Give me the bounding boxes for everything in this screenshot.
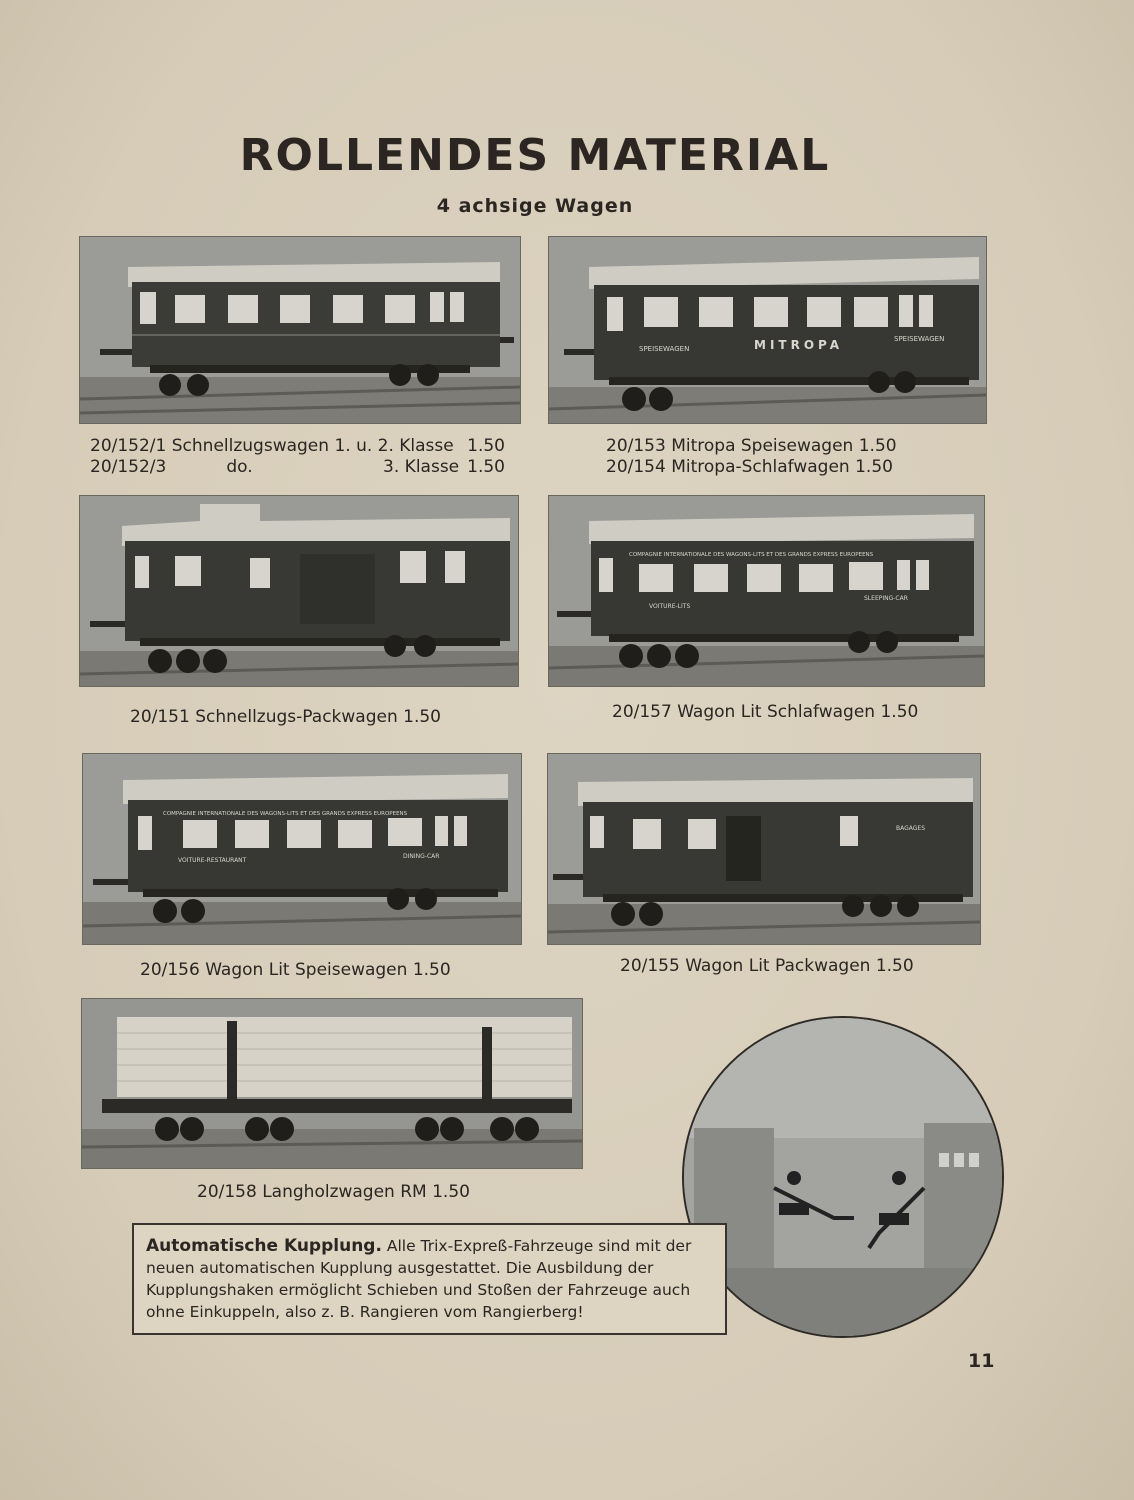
caption-packwagen: 20/151 Schnellzugs-Packwagen 1.50 (130, 707, 441, 727)
bagages-label: BAGAGES (896, 825, 926, 832)
caption-a-price2: 1.50 (467, 457, 505, 477)
dining-car-label: DINING-CAR (403, 853, 440, 860)
wagon-lit-banner-schlaf: COMPAGNIE INTERNATIONALE DES WAGONS-LITS ET DES GRANDS EXPRESS EUROPEENS (629, 552, 874, 558)
mitropa-center-label: MITROPA (754, 338, 844, 352)
caption-wagon-lit-packwagen: 20/155 Wagon Lit Packwagen 1.50 (620, 956, 914, 976)
voiture-lits-label: VOITURE-LITS (649, 603, 691, 610)
sleeping-car-label: SLEEPING-CAR (864, 595, 908, 602)
mitropa-right-label: SPEISEWAGEN (894, 335, 945, 343)
info-heading: Automatische Kupplung. (146, 1236, 382, 1256)
info-body: Alle Trix-Expreß-Fahrzeuge sind mit der neuen automatischen Kupplung ausgestattet. Die Ausbildung der Kupplungshaken ermöglicht Schieben und Stoßen der Fahrzeuge auch ohne Einkuppeln, also z. B. Rangieren vom Rangierberg! (146, 1237, 692, 1321)
photo-wagon-lit-packwagen (548, 754, 980, 944)
caption-schnellzugswagen (90, 436, 505, 478)
caption-a-line2-class: 3. Klasse (383, 457, 460, 477)
caption-a-line1: 20/152/1 Schnellzugswagen 1. u. 2. Klasse (90, 436, 454, 456)
page-title: ROLLENDES MATERIAL (239, 130, 831, 181)
caption-a-line2-number: 20/152/3 (90, 457, 167, 477)
voiture-restaurant-label: VOITURE-RESTAURANT (178, 857, 247, 864)
photo-wagon-lit-speisewagen (83, 754, 521, 944)
page-number: 11 (968, 1350, 995, 1372)
caption-b-line2: 20/154 Mitropa-Schlafwagen 1.50 (606, 457, 893, 477)
caption-mitropa (606, 436, 897, 478)
caption-wagon-lit-speisewagen: 20/156 Wagon Lit Speisewagen 1.50 (140, 960, 451, 980)
caption-a-price1: 1.50 (467, 436, 505, 456)
caption-a-line2-do: do. (226, 457, 253, 477)
photo-coupling-closeup (682, 1016, 1004, 1338)
photo-mitropa-speisewagen (549, 237, 986, 423)
mitropa-left-label: SPEISEWAGEN (639, 345, 690, 353)
caption-wagon-lit-schlafwagen: 20/157 Wagon Lit Schlafwagen 1.50 (612, 702, 919, 722)
caption-langholzwagen: 20/158 Langholzwagen RM 1.50 (197, 1182, 470, 1202)
wagon-lit-banner-speise: COMPAGNIE INTERNATIONALE DES WAGONS-LITS ET DES GRANDS EXPRESS EUROPEENS (163, 811, 408, 817)
coupling-info-box (132, 1223, 727, 1335)
photo-schnellzugswagen (80, 237, 520, 423)
photo-langholzwagen (82, 999, 582, 1168)
photo-wagon-lit-schlafwagen (549, 496, 984, 686)
caption-b-line1: 20/153 Mitropa Speisewagen 1.50 (606, 436, 897, 456)
page-subtitle: 4 achsige Wagen (436, 195, 634, 217)
photo-schnellzugs-packwagen (80, 496, 518, 686)
